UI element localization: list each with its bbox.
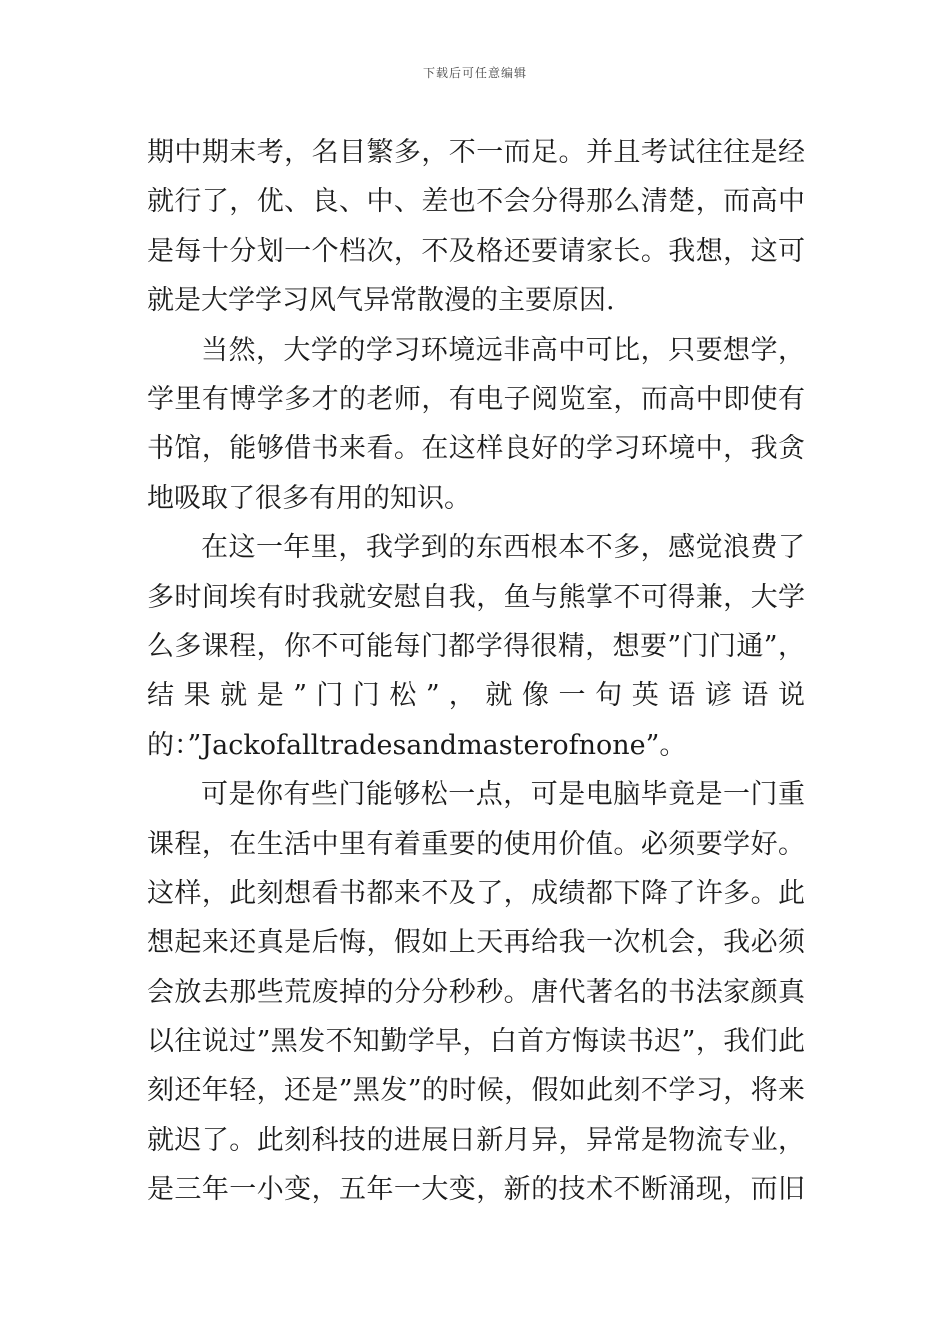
text-line: 在这一年里，我学到的东西根本不多，感觉浪费了 bbox=[201, 532, 805, 564]
text-line: 这样，此刻想看书都来不及了，成绩都下降了许多。此 bbox=[147, 877, 805, 909]
text-line: 么多课程，你不可能每门都学得很精，想要”门门通”， bbox=[147, 630, 805, 662]
text-line: 书馆，能够借书来看。在这样良好的学习环境中，我贪 bbox=[147, 433, 805, 465]
text-line: 结 果 就 是 ” 门 门 松 ” ， 就 像 一 句 英 语 谚 语 说 bbox=[147, 680, 805, 712]
text-line: 刻还年轻，还是”黑发”的时候，假如此刻不学习，将来 bbox=[147, 1075, 805, 1107]
page-header: 下载后可任意编辑 bbox=[422, 66, 527, 80]
text-line: 会放去那些荒废掉的分分秒秒。唐代著名的书法家颜真 bbox=[147, 976, 805, 1008]
text-line: 是三年一小变，五年一大变，新的技术不断涌现，而旧 bbox=[147, 1174, 805, 1206]
text-line: 课程，在生活中里有着重要的使用价值。必须要学好。 bbox=[147, 828, 805, 860]
text-line: 想起来还真是后悔，假如上天再给我一次机会，我必须 bbox=[147, 927, 805, 959]
text-line: 当然，大学的学习环境远非高中可比，只要想学， bbox=[201, 334, 805, 366]
text-line: 期中期末考，名目繁多，不一而足。并且考试往往是经 bbox=[147, 137, 805, 168]
paragraph-4 bbox=[147, 770, 805, 1215]
text-line: 就是大学学习风气异常散漫的主要原因. bbox=[147, 285, 615, 317]
paragraph-1 bbox=[147, 128, 805, 326]
text-line: 就行了，优、良、中、差也不会分得那么清楚，而高中 bbox=[147, 186, 805, 218]
text-line: 地吸取了很多有用的知识。 bbox=[147, 482, 471, 514]
text-line: 以往说过”黑发不知勤学早，白首方悔读书迟”，我们此 bbox=[147, 1026, 805, 1058]
text-line: 多时间埃有时我就安慰自我，鱼与熊掌不可得兼，大学 bbox=[147, 581, 805, 613]
text-line: 学里有博学多才的老师，有电子阅览室，而高中即使有 bbox=[147, 383, 805, 415]
text-line: 是每十分划一个档次，不及格还要请家长。我想，这可 bbox=[147, 235, 805, 267]
document-body bbox=[147, 128, 805, 1215]
paragraph-3 bbox=[147, 523, 805, 770]
text-line: 的：”Jackofalltradesandmasterofnone”。 bbox=[147, 729, 687, 761]
paragraph-2 bbox=[147, 326, 805, 524]
text-line: 就迟了。此刻科技的进展日新月异，异常是物流专业， bbox=[147, 1124, 805, 1156]
text-line: 可是你有些门能够松一点，可是电脑毕竟是一门重 bbox=[201, 779, 805, 811]
